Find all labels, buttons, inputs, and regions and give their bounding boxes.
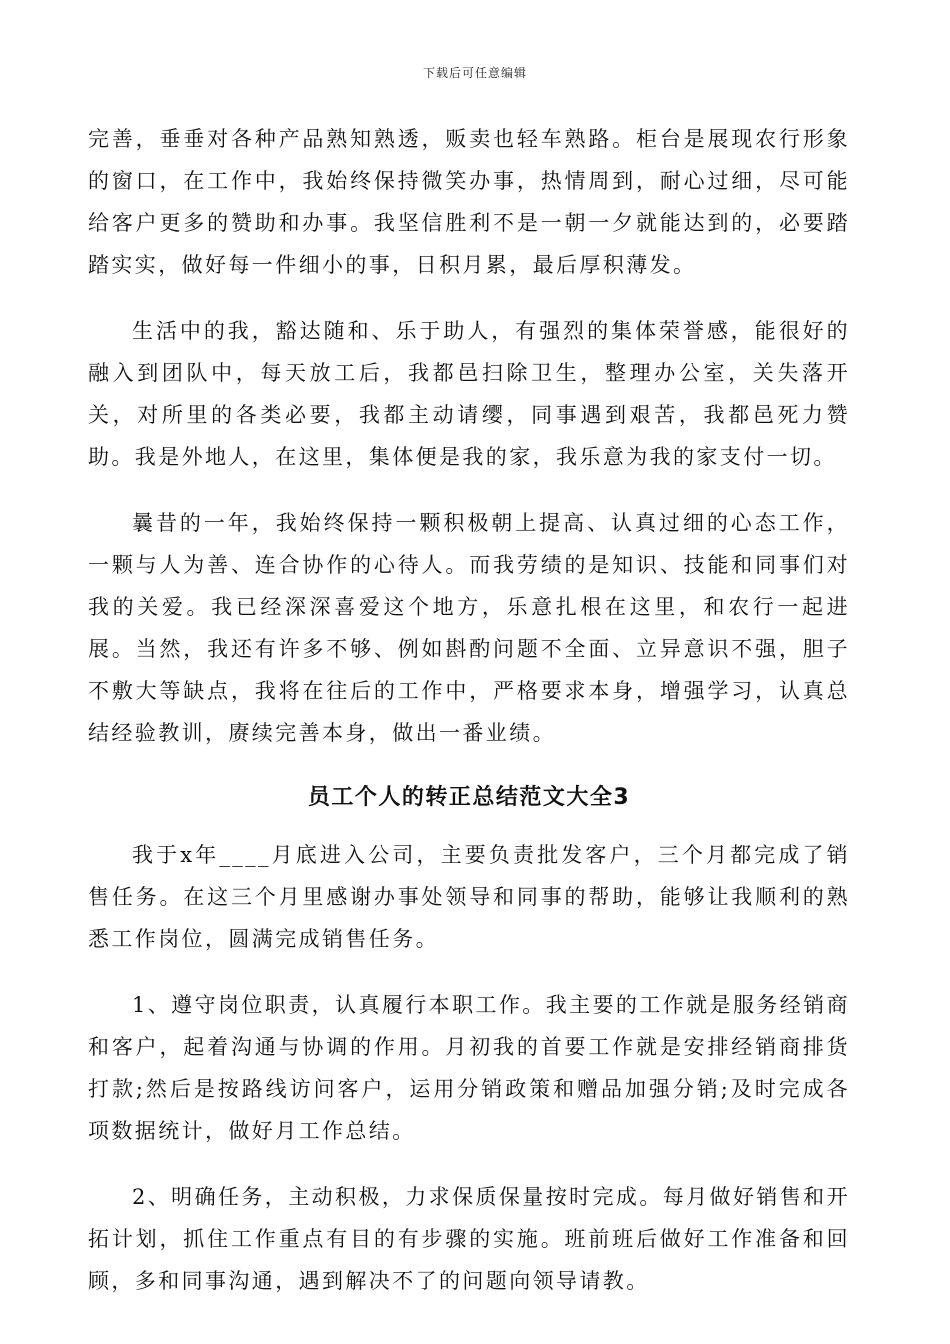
header-note: 下载后可任意编辑 xyxy=(422,66,527,80)
paragraph: 曩昔的一年，我始终保持一颗积极朝上提高、认真过细的心态工作，一颗与人为善、连合协作的心待人。而我劳绩的是知识、技能和同事们对我的关爱。我已经深深喜爱这个地方，乐意扎根在这里，和农行一起进展。当然，我还有许多不够、例如斟酌问题不全面、立异意识不强，胆子不敷大等缺点，我将在往后的工作中，严格要求本身，增强学习，认真总结经验教训，赓续完善本身，做出一番业绩。 xyxy=(88,511,850,745)
paragraph: 生活中的我，豁达随和、乐于助人，有强烈的集体荣誉感，能很好的融入到团队中，每天放工后，我都邑扫除卫生，整理办公室，关失落开关，对所里的各类必要，我都主动请缨，同事遇到艰苦，我都邑死力赞助。我是外地人，在这里，集体便是我的家，我乐意为我的家支付一切。 xyxy=(88,319,850,469)
section-title: 员工个人的转正总结范文大全3 xyxy=(307,785,631,810)
document-body xyxy=(88,118,850,1326)
paragraph-continued: 完善，垂垂对各种产品熟知熟透，贩卖也轻车熟路。柜台是展现农行形象的窗口，在工作中，我始终保持微笑办事，热情周到，耐心过细，尽可能给客户更多的赞助和办事。我坚信胜利不是一朝一夕就能达到的，必要踏踏实实，做好每一件细小的事，日积月累，最后厚积薄发。 xyxy=(88,127,850,277)
paragraph: 1、遵守岗位职责，认真履行本职工作。我主要的工作就是服务经销商和客户，起着沟通与协调的作用。月初我的首要工作就是安排经销商排货打款;然后是按路线访问客户，运用分销政策和赠品加强分销;及时完成各项数据统计，做好月工作总结。 xyxy=(88,993,850,1143)
paragraph: 我于x年____月底进入公司，主要负责批发客户，三个月都完成了销售任务。在这三个月里感谢办事处领导和同事的帮助，能够让我顺利的熟悉工作岗位，圆满完成销售任务。 xyxy=(88,843,850,951)
paragraph: 2、明确任务，主动积极，力求保质保量按时完成。每月做好销售和开拓计划，抓住工作重点有目的有步骤的实施。班前班后做好工作准备和回顾，多和同事沟通，遇到解决不了的问题向领导请教。 xyxy=(88,1185,850,1293)
